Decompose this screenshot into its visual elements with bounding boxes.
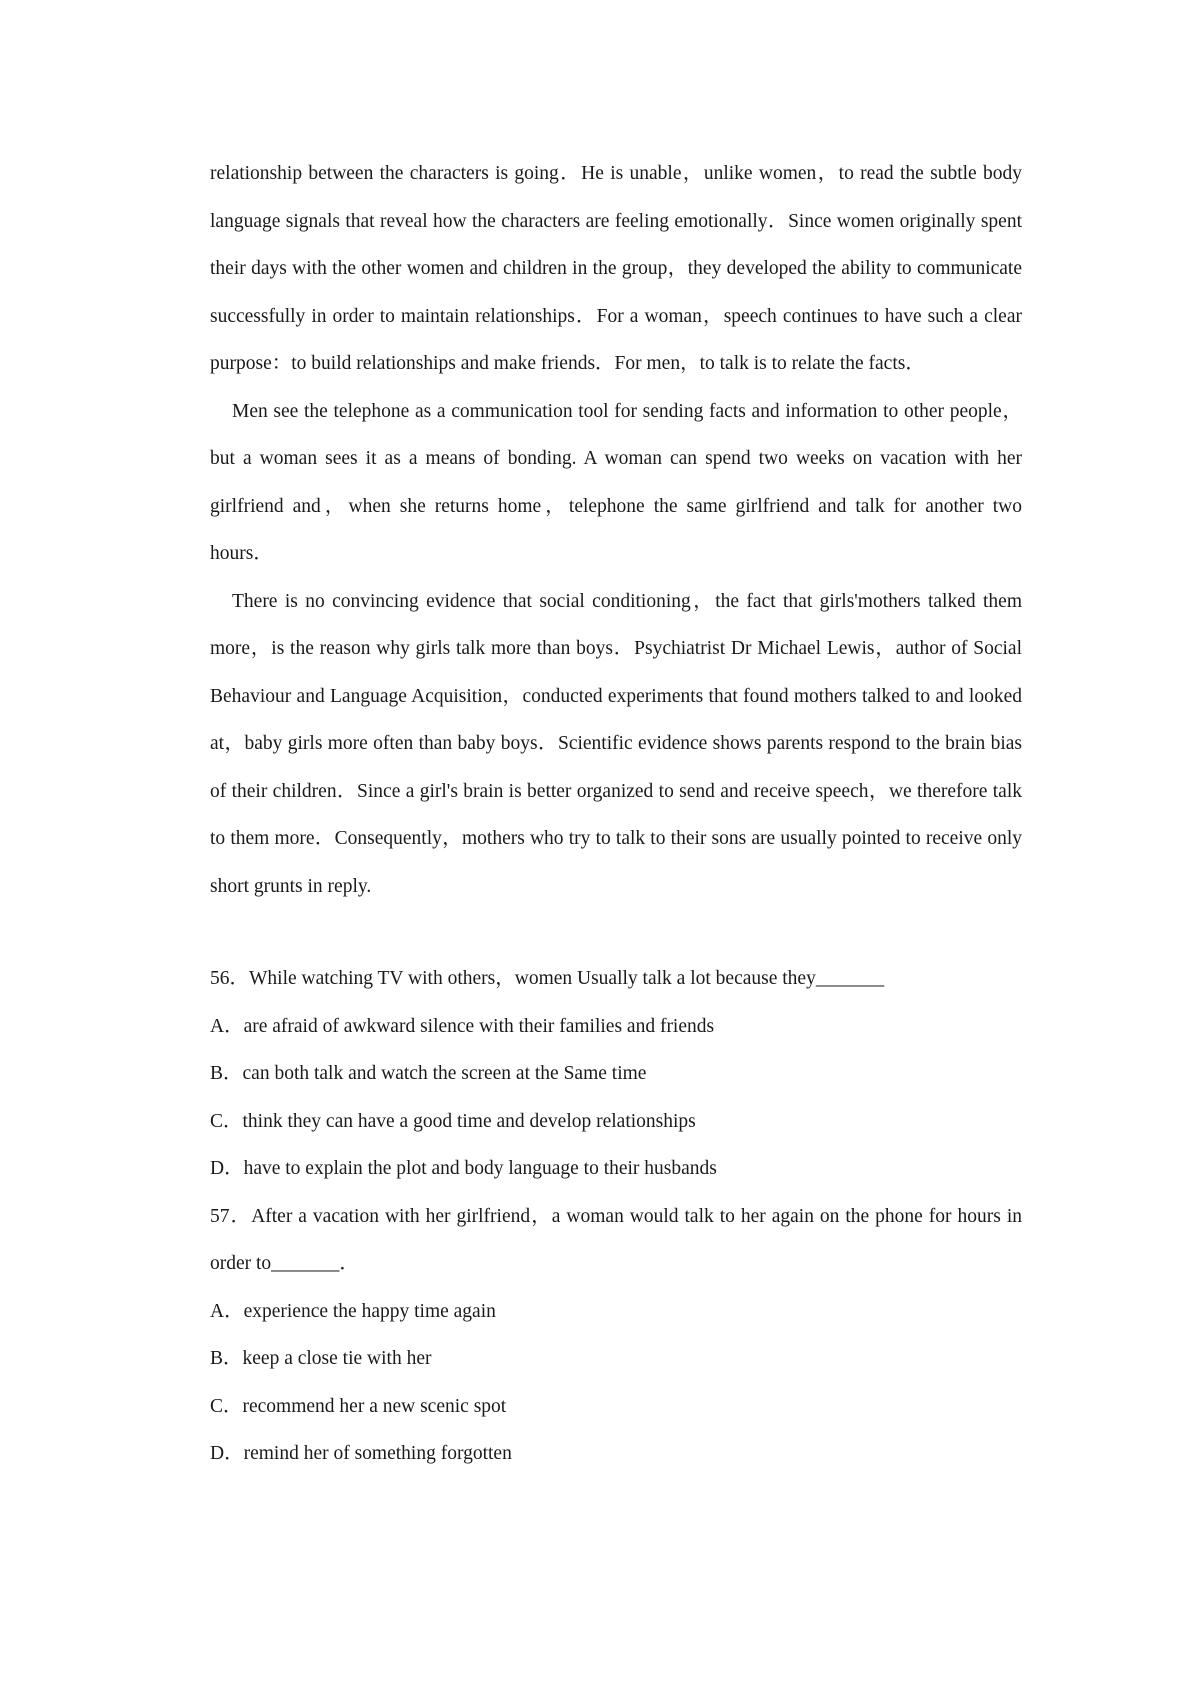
option-a: A．are afraid of awkward silence with their families and friends [210,1015,715,1037]
option-d: D．remind her of something forgotten [210,1443,512,1464]
passage-paragraph-2: Men see the telephone as a communication tool for sending facts and information to other people，but a woman sees it as a means of bonding. A woman can spend two weeks on vacation with her girlfriend and，when she returns home，telephone the same girlfriend and talk for another two hours． [210,400,1022,564]
question-stem: 56．While watching TV with others，women Usually talk a lot because they_______ [210,968,885,989]
option-c: C．recommend her a new scenic spot [210,1395,507,1417]
question-57 [210,1193,1022,1478]
option-d: D．have to explain the plot and body language to their husbands [210,1158,717,1179]
passage-paragraph-1: relationship between the characters is going．He is unable，unlike women，to read the subtle body language signals that reveal how the characters are feeling emotionally．Since women originally spent their days with the other women and children in the group，they developed the ability to communicate successfully in order to maintain relationships．For a woman，speech continues to have such a clear purpose：to build relationships and make friends．For men，to talk is to relate the facts． [210,163,1022,374]
document-page [210,150,1022,1478]
option-c: C．think they can have a good time and develop relationships [210,1110,696,1132]
option-a: A．experience the happy time again [210,1300,496,1322]
option-b: B．can both talk and watch the screen at the Same time [210,1063,647,1084]
passage-paragraph-3: There is no convincing evidence that social conditioning，the fact that girls'mothers talked them more，is the reason why girls talk more than boys．Psychiatrist Dr Michael Lewis，author of Social Behaviour and Language Acquisition，conducted experiments that found mothers talked to and looked at，baby girls more often than baby boys．Scientific evidence shows parents respond to the brain bias of their children．Since a girl's brain is better organized to send and receive speech，we therefore talk to them more．Consequently，mothers who try to talk to their sons are usually pointed to receive only short grunts in reply. [210,590,1022,897]
question-56 [210,955,1022,1193]
question-list [210,955,1022,1478]
passage [210,150,1022,910]
option-b: B．keep a close tie with her [210,1348,432,1369]
question-stem: 57．After a vacation with her girlfriend，a woman would talk to her again on the phone for hours in order to_______． [210,1205,1022,1274]
